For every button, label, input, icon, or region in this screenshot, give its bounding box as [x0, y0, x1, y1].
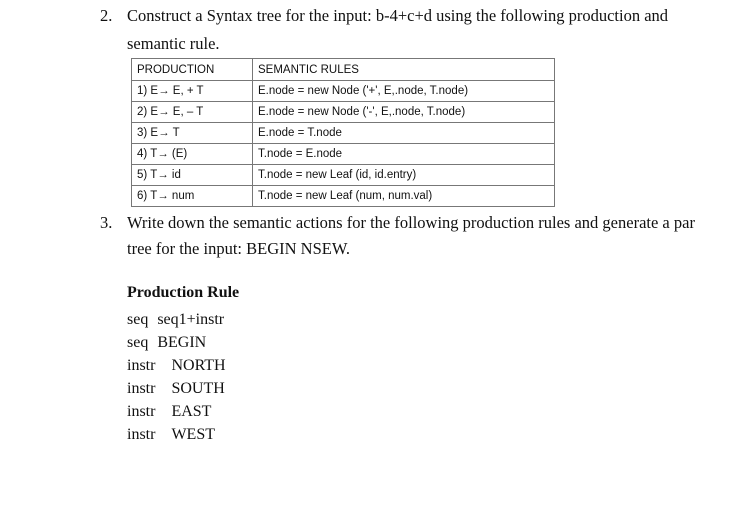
production-rule-item	[127, 426, 215, 444]
production-cell: 6) T→ num	[132, 186, 253, 207]
semantic-rule-cell: E.node = new Node ('+', E,.node, T.node)	[253, 81, 555, 102]
column-header-semantic-rules: SEMANTIC RULES	[253, 59, 555, 81]
rule-lhs: instr	[127, 403, 156, 420]
semantic-rule-cell: T.node = new Leaf (num, num.val)	[253, 186, 555, 207]
rule-lhs: seq	[127, 334, 149, 351]
rule-rhs: seq1+instr	[157, 311, 225, 328]
question-text-line-2: tree for the input: BEGIN NSEW.	[127, 239, 351, 258]
rule-rhs: EAST	[171, 403, 212, 420]
column-header-production: PRODUCTION	[132, 59, 253, 81]
production-rule-item	[127, 357, 226, 375]
table-row	[132, 186, 555, 207]
question-text-line-1: Write down the semantic actions for the following production rules and generate a par	[127, 213, 695, 232]
production-cell: 3) E→ T	[132, 123, 253, 144]
table-row	[132, 144, 555, 165]
production-cell: 4) T→ (E)	[132, 144, 253, 165]
rule-lhs: instr	[127, 380, 156, 397]
production-cell: 5) T→ id	[132, 165, 253, 186]
table-row	[132, 123, 555, 144]
production-rule-heading: Production Rule	[127, 284, 240, 301]
question-text-line-1: Construct a Syntax tree for the input: b-4+c+d using the following production and	[127, 6, 669, 25]
semantic-rule-cell: E.node = new Node ('-', E,.node, T.node)	[253, 102, 555, 123]
semantic-rule-cell: T.node = E.node	[253, 144, 555, 165]
production-rule-item	[127, 403, 211, 421]
table-row	[132, 81, 555, 102]
production-rule-item	[127, 311, 224, 329]
semantic-rules-table	[131, 58, 555, 207]
table-row	[132, 102, 555, 123]
question-number: 3.	[100, 213, 113, 232]
rule-lhs: instr	[127, 426, 156, 443]
production-cell: 1) E→ E, + T	[132, 81, 253, 102]
table-row	[132, 165, 555, 186]
production-rule-item	[127, 380, 225, 398]
semantic-rule-cell: T.node = new Leaf (id, id.entry)	[253, 165, 555, 186]
table-header-row	[132, 59, 555, 81]
question-number: 2.	[100, 6, 113, 25]
rule-lhs: instr	[127, 357, 156, 374]
rule-rhs: WEST	[171, 426, 215, 443]
production-cell: 2) E→ E, – T	[132, 102, 253, 123]
question-text-line-2: semantic rule.	[127, 34, 220, 53]
production-rule-item	[127, 334, 206, 352]
rule-rhs: NORTH	[171, 357, 226, 374]
semantic-rule-cell: E.node = T.node	[253, 123, 555, 144]
rule-rhs: BEGIN	[157, 334, 207, 351]
rule-rhs: SOUTH	[171, 380, 225, 397]
rule-lhs: seq	[127, 311, 149, 328]
